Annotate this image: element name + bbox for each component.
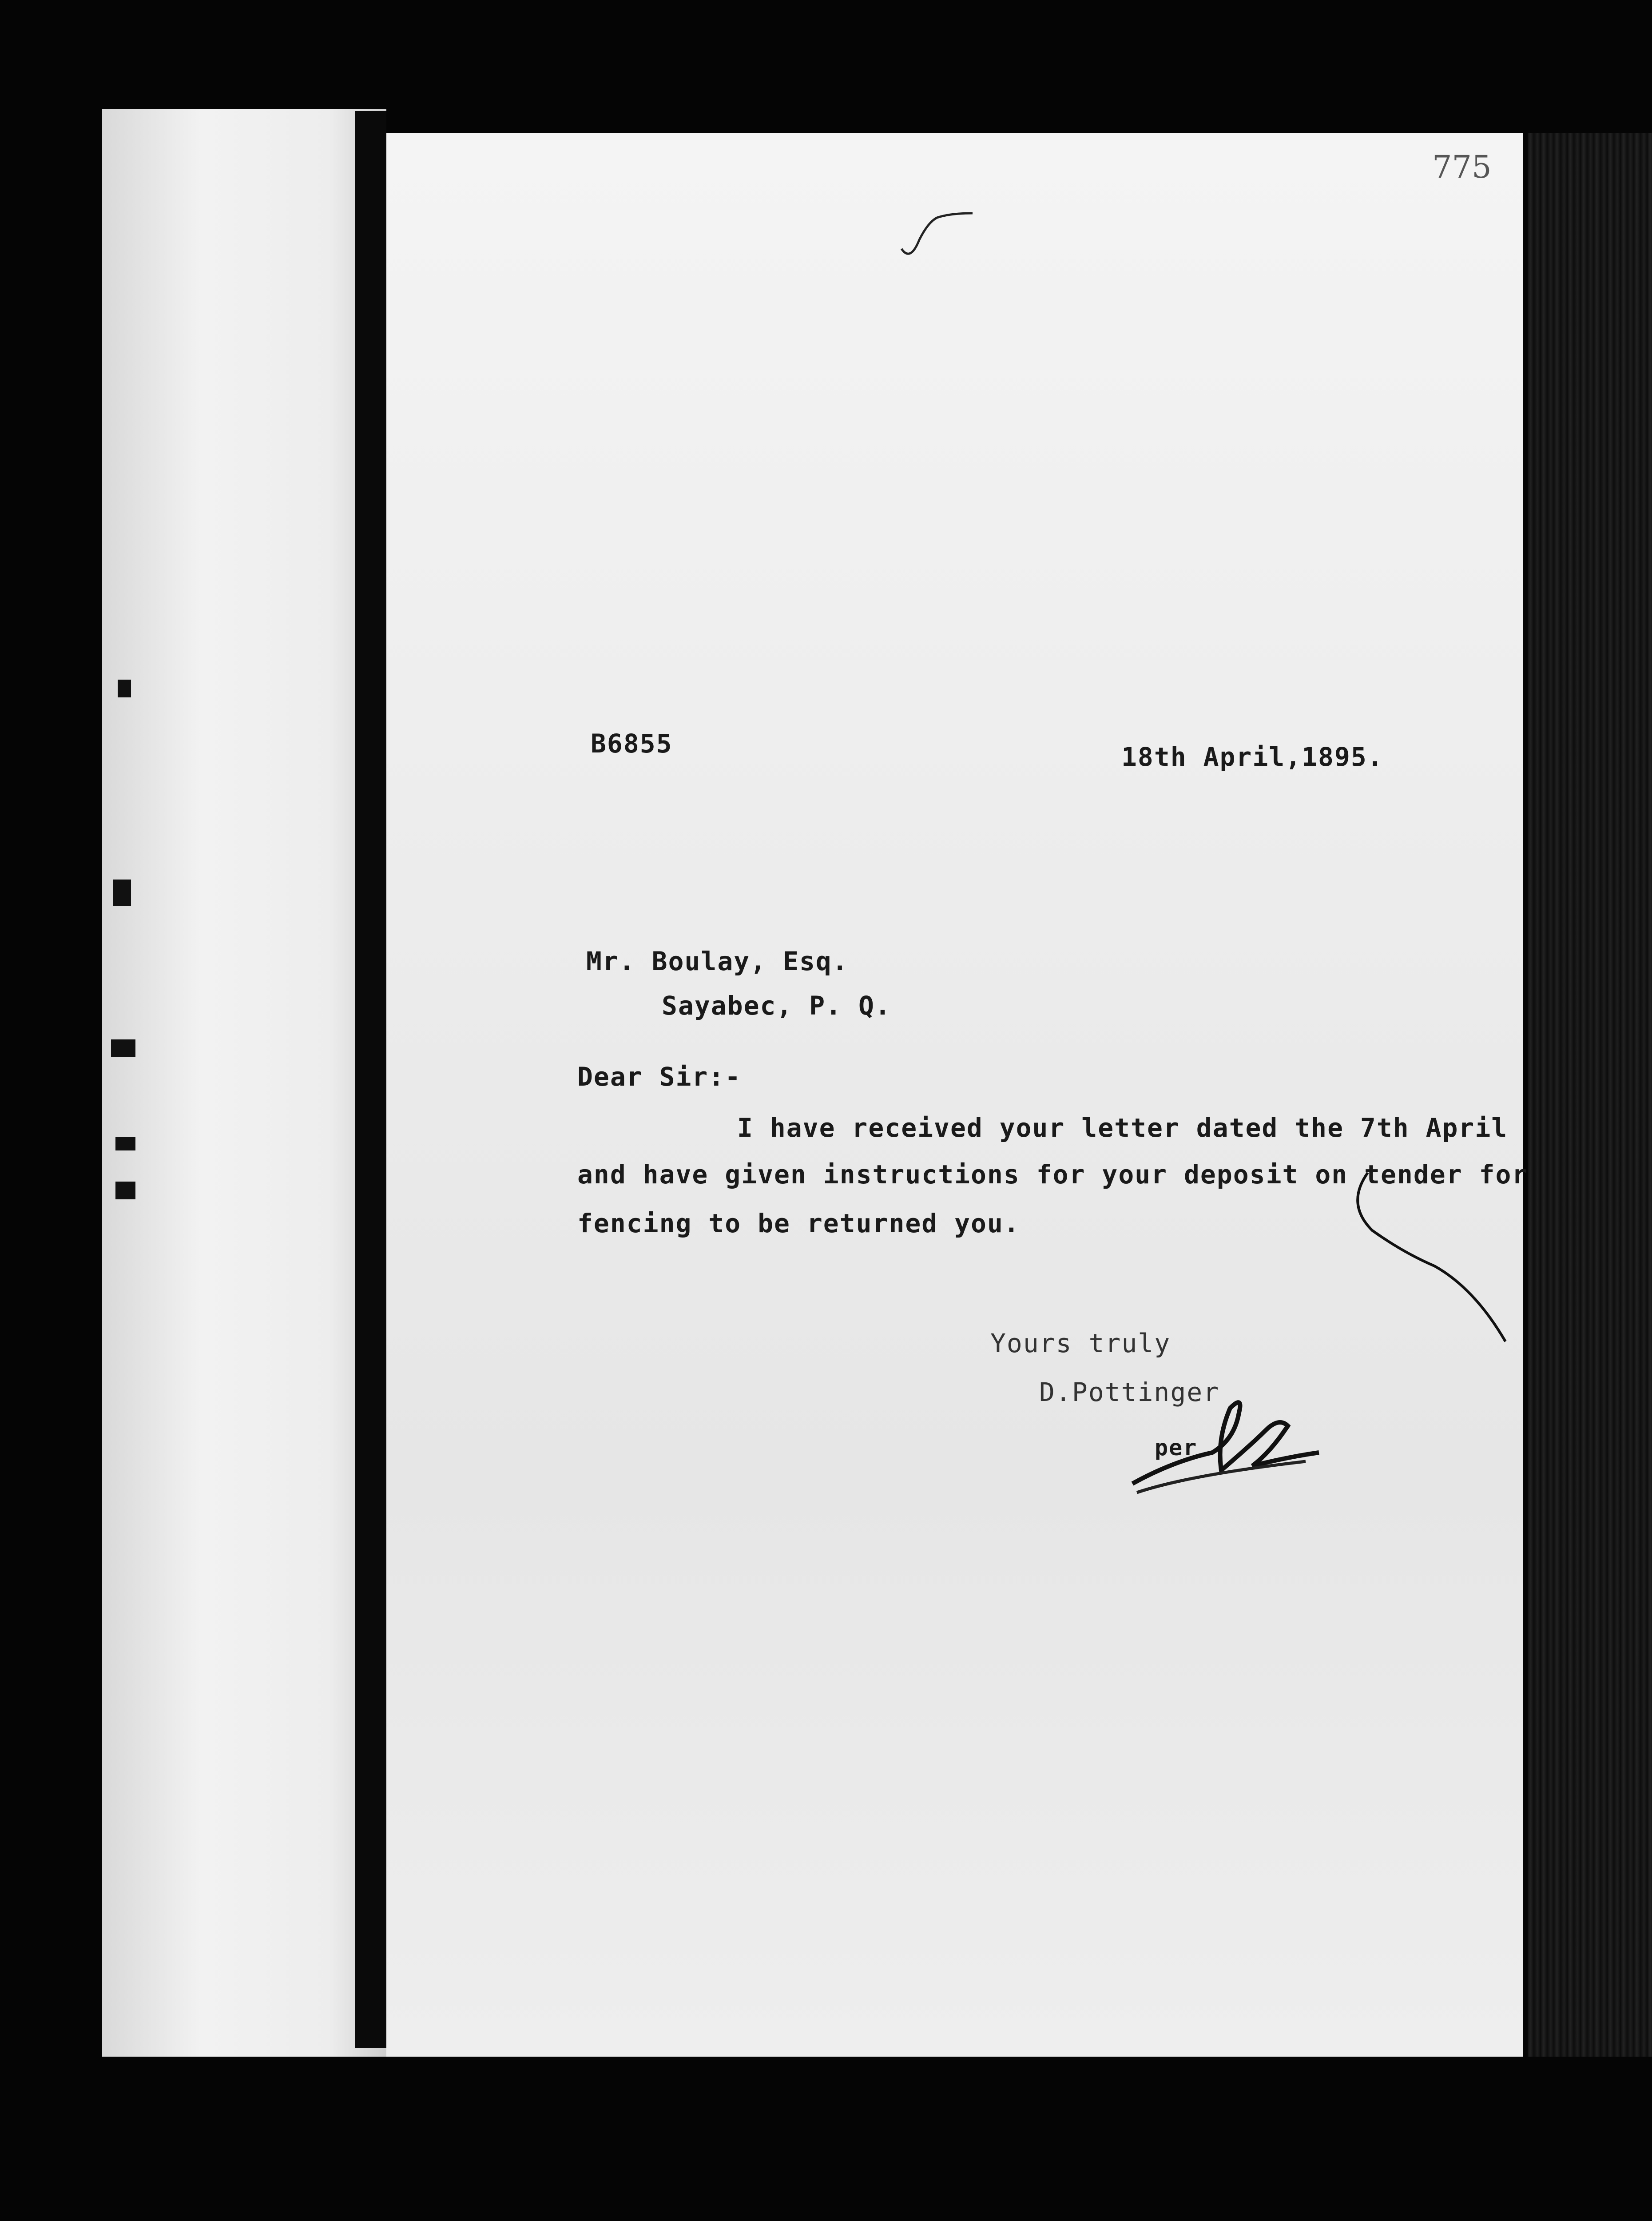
page-number: 775 bbox=[1432, 149, 1492, 185]
letter-page bbox=[386, 133, 1523, 2057]
body-line-3: fencing to be returned you. bbox=[577, 1208, 1020, 1238]
letter-date: 18th April,1895. bbox=[1121, 742, 1384, 772]
pencil-tick-mark bbox=[897, 200, 986, 268]
addressee-address: Sayabec, P. Q. bbox=[662, 991, 891, 1021]
addressee-name: Mr. Boulay, Esq. bbox=[586, 946, 849, 976]
handwritten-signature bbox=[1119, 1386, 1332, 1503]
salutation: Dear Sir:- bbox=[577, 1062, 742, 1092]
signatory-name: D.Pottinger bbox=[1039, 1377, 1220, 1407]
reference-number: B6855 bbox=[591, 728, 673, 759]
left-page-sheet bbox=[102, 109, 386, 2057]
book-gutter bbox=[355, 111, 386, 2048]
body-line-1: I have received your letter dated the 7th April bbox=[737, 1113, 1508, 1143]
page-stack-edge bbox=[1528, 133, 1652, 2057]
margin-bracket-mark bbox=[1350, 1164, 1519, 1352]
binding-marks bbox=[100, 466, 140, 1223]
per-label: per bbox=[1155, 1435, 1198, 1461]
closing: Yours truly bbox=[990, 1328, 1171, 1358]
body-line-2: and have given instructions for your deposit on tender for bbox=[577, 1159, 1529, 1190]
